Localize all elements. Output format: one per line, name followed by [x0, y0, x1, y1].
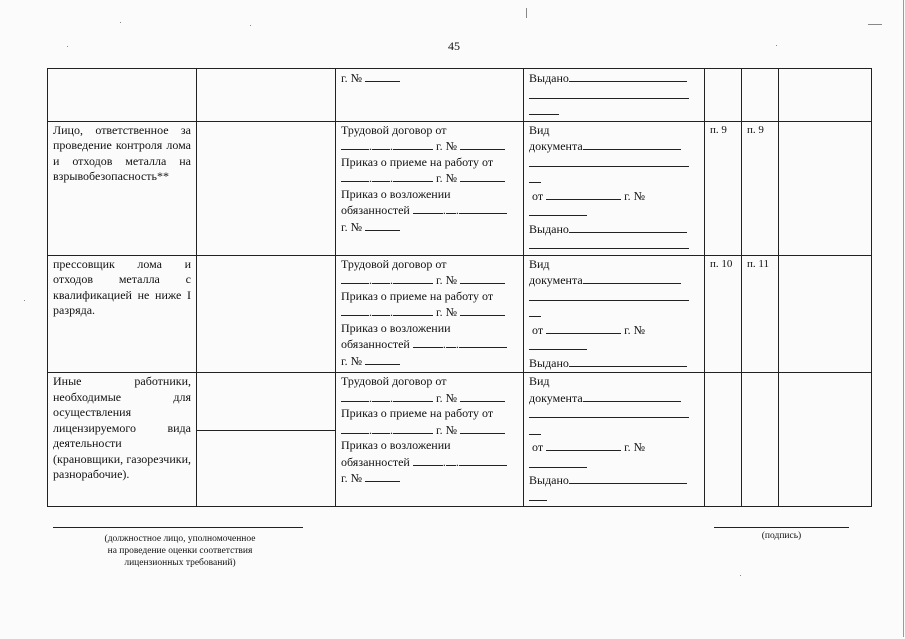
blank-line[interactable]: [413, 454, 443, 466]
duties-label: обязанностей: [341, 337, 410, 351]
ref-cell-2: п. 11: [742, 255, 779, 373]
signature-caption: (подпись): [761, 531, 802, 541]
ref-cell-2: [742, 373, 779, 507]
from-label: от: [532, 440, 544, 454]
blank-line[interactable]: [446, 202, 456, 214]
blank-line[interactable]: [365, 353, 400, 365]
table-row: [48, 121, 872, 255]
blank-line[interactable]: [341, 390, 369, 402]
blank-line[interactable]: [341, 138, 369, 150]
labor-contract-label: Трудовой договор от: [341, 256, 447, 271]
blank-line[interactable]: [446, 336, 456, 348]
empty-cell: [197, 121, 336, 255]
city-no-label: г. №: [341, 353, 363, 368]
blank-line[interactable]: [393, 170, 433, 182]
blank-line[interactable]: [341, 304, 369, 316]
blank-line[interactable]: [529, 103, 559, 115]
blank-line[interactable]: [569, 472, 687, 484]
blank-line[interactable]: [460, 304, 505, 316]
blank-line[interactable]: [583, 272, 681, 284]
ref-cell-2: п. 9: [742, 121, 779, 255]
city-no-label: г. №: [436, 171, 458, 185]
personnel-table: [47, 68, 872, 507]
city-no-label: г. №: [436, 422, 458, 437]
ref-cell-1: [705, 373, 742, 507]
blank-line[interactable]: [583, 138, 681, 150]
blank-line[interactable]: [393, 390, 433, 402]
scan-speck: [868, 24, 882, 25]
blank-line[interactable]: [413, 336, 443, 348]
ref-cell-1: [705, 69, 742, 122]
doc-label: документа: [529, 273, 583, 287]
ref-cell-1: п. 9: [705, 121, 742, 255]
assignment-order-label: Приказ о возложении: [341, 186, 451, 201]
blank-line[interactable]: [460, 272, 505, 284]
empty-cell: [197, 69, 336, 122]
blank-line[interactable]: [529, 289, 689, 301]
doc-cell: [524, 121, 705, 255]
contract-cell: [336, 69, 524, 122]
role-cell: Иные работники, необходимые для осуществления лицензируемого вида деятельности (крановщики, газорезчики, разнорабочие).: [48, 373, 197, 507]
notes-cell: [779, 121, 872, 255]
doc-cell: [524, 373, 705, 507]
blank-line[interactable]: [372, 390, 390, 402]
issued-label: Выдано: [529, 355, 569, 370]
doc-type-label: Вид: [529, 122, 550, 137]
blank-line[interactable]: [341, 170, 369, 182]
signature-line[interactable]: [714, 527, 849, 528]
page-number: 45: [448, 39, 460, 53]
blank-line[interactable]: [372, 304, 390, 316]
city-no-label: г. №: [436, 273, 458, 287]
doc-type-label: Вид: [529, 256, 550, 271]
blank-line[interactable]: [341, 272, 369, 284]
empty-cell: [197, 255, 336, 373]
doc-cell: [524, 255, 705, 373]
split-cell: [197, 373, 336, 507]
blank-line[interactable]: [393, 304, 433, 316]
scan-speck: [250, 25, 251, 26]
year-no-label: г. №: [624, 322, 646, 337]
table-row: [48, 69, 872, 122]
ref-cell-1: п. 10: [705, 255, 742, 373]
city-no-label: г. №: [341, 471, 363, 485]
issued-label: Выдано: [529, 473, 569, 487]
table-row: [48, 373, 872, 507]
blank-line[interactable]: [459, 202, 507, 214]
blank-line[interactable]: [569, 355, 687, 367]
hiring-order-label: Приказ о приеме на работу от: [341, 154, 494, 169]
hiring-order-label: Приказ о приеме на работу от: [341, 406, 494, 420]
blank-line[interactable]: [529, 237, 689, 249]
blank-line[interactable]: [529, 489, 547, 501]
ref-cell-2: [742, 69, 779, 122]
city-no-label: г. №: [341, 219, 363, 234]
blank-line[interactable]: [569, 70, 687, 82]
blank-line[interactable]: [583, 390, 681, 402]
year-no-label: г. №: [624, 188, 646, 203]
blank-line[interactable]: [529, 155, 689, 167]
blank-line[interactable]: [459, 454, 507, 466]
blank-line[interactable]: [372, 138, 390, 150]
role-cell: Лицо, ответственное за проведение контроля лома и отходов металла на взрывобезопасность**: [48, 121, 197, 255]
blank-line[interactable]: [546, 322, 621, 334]
blank-line[interactable]: [546, 188, 621, 200]
scan-speck: [740, 575, 741, 576]
assignment-order-label: Приказ о возложении: [341, 320, 451, 335]
city-no-label: г. №: [436, 305, 458, 319]
blank-line[interactable]: [529, 406, 689, 418]
blank-line[interactable]: [546, 439, 621, 451]
contract-cell: Трудовой договор от . . г. № Приказ о приеме на работу от . . г. № Приказ о возложении обязанностей . . г. №: [336, 373, 524, 507]
blank-line[interactable]: [460, 390, 505, 402]
scan-speck: [776, 45, 777, 46]
notes-cell: [779, 69, 872, 122]
blank-line[interactable]: [529, 87, 689, 99]
year-no-label: г. №: [624, 440, 646, 454]
blank-line[interactable]: [529, 423, 541, 435]
scan-speck: [120, 22, 121, 23]
blank-line[interactable]: [446, 454, 456, 466]
blank-line[interactable]: [365, 470, 400, 482]
blank-line[interactable]: [413, 202, 443, 214]
blank-line[interactable]: [393, 422, 433, 434]
city-no-label: г. №: [341, 71, 363, 85]
city-no-label: г. №: [436, 139, 458, 153]
blank-line[interactable]: [393, 138, 433, 150]
blank-line[interactable]: [460, 170, 505, 182]
blank-line[interactable]: [529, 338, 587, 350]
blank-line[interactable]: [529, 456, 587, 468]
role-cell: [48, 69, 197, 122]
blank-line[interactable]: [372, 422, 390, 434]
scan-speck: [526, 8, 527, 18]
role-cell: прессовщик лома и отходов металла с квалификацией не ниже I разряда.: [48, 255, 197, 373]
from-label: от: [532, 188, 544, 203]
from-label: от: [532, 322, 544, 337]
blank-line[interactable]: [529, 305, 541, 317]
doc-type-label: Вид: [529, 374, 550, 388]
blank-line[interactable]: [372, 170, 390, 182]
cell-divider: [197, 373, 335, 431]
blank-line[interactable]: [393, 272, 433, 284]
doc-label: документа: [529, 139, 583, 153]
city-no-label: г. №: [436, 390, 458, 405]
blank-line[interactable]: [365, 70, 400, 82]
doc-cell: [524, 69, 705, 122]
scan-speck: [67, 46, 68, 47]
blank-line[interactable]: [460, 422, 505, 434]
table-row: [48, 255, 872, 373]
assignment-order-label: Приказ о возложении: [341, 438, 451, 452]
official-signature-line[interactable]: [53, 527, 303, 528]
blank-line[interactable]: [365, 219, 400, 231]
hiring-order-label: Приказ о приеме на работу от: [341, 288, 494, 303]
issued-label: Выдано: [529, 71, 569, 85]
blank-line[interactable]: [372, 272, 390, 284]
duties-label: обязанностей: [341, 454, 410, 469]
issued-label: Выдано: [529, 221, 569, 236]
labor-contract-label: Трудовой договор от: [341, 122, 447, 137]
labor-contract-label: Трудовой договор от: [341, 374, 447, 388]
blank-line[interactable]: [569, 221, 687, 233]
notes-cell: [779, 255, 872, 373]
blank-line[interactable]: [459, 336, 507, 348]
duties-label: обязанностей: [341, 203, 410, 217]
contract-cell: Трудовой договор от . . г. № Приказ о приеме на работу от . . г. № Приказ о возложении обязанностей . . г. №: [336, 121, 524, 255]
scan-speck: [24, 300, 25, 301]
blank-line[interactable]: [529, 204, 587, 216]
blank-line[interactable]: [529, 171, 541, 183]
official-caption: (должностное лицо, уполномоченное на проведение оценки соответствия лицензионных требований): [104, 534, 256, 568]
contract-cell: Трудовой договор от . . г. № Приказ о приеме на работу от . . г. № Приказ о возложении обязанностей . . г. №: [336, 255, 524, 373]
doc-label: документа: [529, 390, 583, 405]
notes-cell: [779, 373, 872, 507]
blank-line[interactable]: [341, 422, 369, 434]
blank-line[interactable]: [460, 138, 505, 150]
